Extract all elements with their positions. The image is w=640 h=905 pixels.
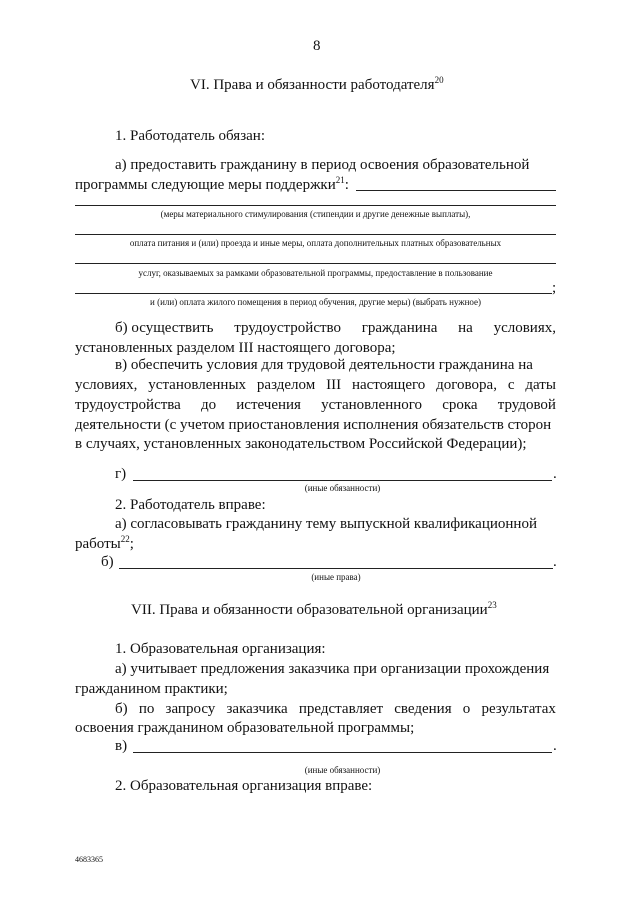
word: трудоустройство	[234, 320, 342, 336]
edu-a-line-2: гражданином практики;	[75, 681, 228, 697]
rights-b-period: .	[553, 554, 557, 570]
word: даты	[525, 377, 556, 393]
support-caption-3: услуг, оказываемых за рамками образовательной программы, предоставление в пользование	[138, 268, 493, 278]
rights-b-label: б)	[101, 554, 114, 570]
word: установленных	[148, 377, 247, 393]
word: условиях,	[75, 377, 138, 393]
item-b-line-2: установленных разделом III настоящего договора;	[75, 340, 396, 356]
item-v-line-5: в случаях, установленных законодательством Российской Федерации);	[75, 436, 527, 452]
edu-b-line-1	[115, 701, 556, 718]
footer-document-code: 4683365	[75, 855, 103, 864]
word: по	[138, 701, 155, 717]
word: результатах	[481, 701, 556, 717]
word: срока	[442, 397, 478, 413]
edu-a-line-1: а) учитывает предложения заказчика при организации прохождения	[115, 661, 550, 677]
other-rights-caption: (иные права)	[311, 572, 361, 582]
rights-a-semicolon: ;	[129, 536, 134, 552]
support-caption-2: оплата питания и (или) проезда и иные меры, оплата дополнительных платных образовательных	[129, 238, 502, 248]
fill-line-other-rights	[119, 568, 553, 569]
fill-line-other-obligations	[133, 480, 552, 481]
item-v-line-1: в) обеспечить условия для трудовой деятельности гражданина на	[115, 357, 533, 373]
item-a-line-2	[75, 177, 349, 194]
edu-b-line-2: освоения гражданином образовательной программы;	[75, 720, 415, 736]
support-semicolon: ;	[552, 280, 557, 296]
word: на	[458, 320, 473, 336]
word: б)	[115, 701, 128, 717]
word: гражданина	[361, 320, 438, 336]
word: о	[462, 701, 471, 717]
word: б) осуществить	[115, 320, 214, 336]
item-v-line-2	[75, 377, 556, 394]
item-g-label: г)	[115, 466, 127, 482]
section-6-title-text: VI. Права и обязанности работодателя	[190, 77, 435, 93]
fill-line-edu-other-obligations	[133, 752, 552, 753]
item-v-line-3	[75, 397, 556, 414]
item-b-line-1	[115, 320, 556, 337]
fill-line-support-4	[75, 263, 556, 264]
support-caption-1: (меры материального стимулирования (стипендии и другие денежные выплаты),	[160, 209, 471, 219]
word: сведения	[394, 701, 452, 717]
edu-org-heading: 1. Образовательная организация:	[115, 641, 326, 657]
employer-obliged-heading: 1. Работодатель обязан:	[115, 128, 265, 144]
rights-a-line-2-text: работы	[75, 536, 121, 552]
other-obligations-caption: (иные обязанности)	[304, 483, 381, 493]
page-number: 8	[313, 38, 321, 54]
support-caption-4: и (или) оплата жилого помещения в период обучения, другие меры) (выбрать нужное)	[150, 297, 481, 307]
item-v-line-4: деятельности (с учетом приостановления исполнения обязательств сторон	[75, 417, 552, 433]
item-g-period: .	[553, 466, 557, 482]
word: настоящего	[351, 377, 426, 393]
edu-v-period: .	[553, 738, 557, 754]
footnote-ref-20: 20	[434, 75, 444, 85]
word: истечения	[236, 397, 301, 413]
item-a-colon: :	[344, 177, 349, 193]
word: установленного	[321, 397, 423, 413]
word: условиях,	[493, 320, 556, 336]
edu-other-obligations-caption: (иные обязанности)	[304, 765, 381, 775]
section-7-title	[131, 602, 497, 619]
edu-rights-heading: 2. Образовательная организация вправе:	[115, 778, 373, 794]
fill-line-support-3	[75, 234, 556, 235]
word: запросу	[165, 701, 216, 717]
footnote-ref-23: 23	[487, 600, 497, 610]
word: договора,	[436, 377, 497, 393]
section-6-title	[190, 77, 444, 94]
item-a-line-1: а) предоставить гражданину в период освоения образовательной	[115, 157, 530, 173]
word: трудовой	[497, 397, 556, 413]
footnote-ref-22: 22	[120, 534, 130, 544]
word: III	[326, 377, 342, 393]
fill-line-support-5	[75, 293, 552, 294]
employer-rights-heading: 2. Работодатель вправе:	[115, 497, 266, 513]
rights-a-line-2	[75, 536, 134, 553]
item-a-line-2-text: программы следующие меры поддержки	[75, 177, 336, 193]
word: до	[200, 397, 217, 413]
fill-line-support-1	[356, 190, 556, 191]
rights-a-line-1: а) согласовывать гражданину тему выпускной квалификационной	[115, 516, 537, 532]
edu-v-label: в)	[115, 738, 128, 754]
fill-line-support-2	[75, 205, 556, 206]
word: трудоустройства	[75, 397, 181, 413]
word: разделом	[256, 377, 316, 393]
word: заказчика	[226, 701, 288, 717]
word: представляет	[298, 701, 384, 717]
footnote-ref-21: 21	[335, 175, 345, 185]
section-7-title-text: VII. Права и обязанности образовательной организации	[131, 602, 488, 618]
word: с	[507, 377, 515, 393]
